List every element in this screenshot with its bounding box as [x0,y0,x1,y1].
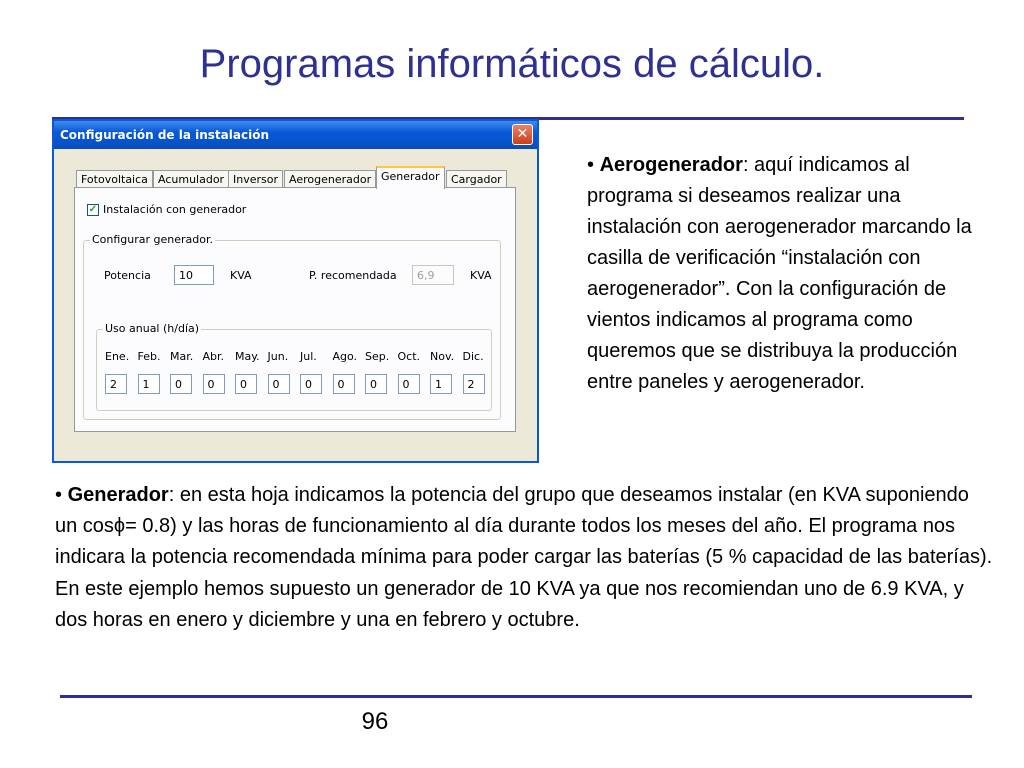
month-label: Feb. [137,350,161,363]
config-dialog [52,119,539,463]
generador-tab-panel [74,187,516,432]
month-hours-input[interactable]: 0 [268,374,290,394]
dialog-title: Configuración de la instalación [60,128,269,142]
tab-aerogenerador[interactable]: Aerogenerador [284,170,376,188]
uso-anual-group [96,322,492,411]
month-label: Mar. [170,350,194,363]
month-hours-input[interactable]: 0 [203,374,225,394]
month-hours-input[interactable]: 0 [365,374,387,394]
month-label: Ene. [105,350,130,363]
month-label: Oct. [397,350,421,363]
page-number: 96 [361,708,389,735]
month-hours-input[interactable]: 0 [333,374,355,394]
month-hours-input[interactable]: 0 [170,374,192,394]
tab-inversor[interactable]: Inversor [228,170,283,188]
month-label: Jun. [267,350,289,363]
tab-fotovoltaica[interactable]: Fotovoltaica [76,170,153,188]
potencia-unit: KVA [230,269,252,282]
dialog-titlebar[interactable] [54,121,537,149]
month-hours-input[interactable]: 1 [430,374,452,394]
month-label: Dic. [462,350,484,363]
slide-title: Programas informáticos de cálculo. [199,42,825,86]
recomendada-label: P. recomendada [309,269,397,282]
tab-generador[interactable]: Generador [376,166,445,189]
potencia-input[interactable]: 10 [174,265,214,285]
bullet-term: Aerogenerador [599,154,743,176]
tab-acumulador[interactable]: Acumulador [153,170,229,188]
recomendada-unit: KVA [470,269,492,282]
bullet-body: : en esta hoja indicamos la potencia del grupo que deseamos instalar (en KVA suponiendo un cosϕ= 0.8) y las horas de funcionamiento al día durante todos los meses del año. El programa nos indicara la potencia recomendada mínima para poder cargar las baterías (5 % capacidad de las baterías). En este ejemplo hemos supuesto un generador de 10 KVA ya que nos recomiendan uno de 6.9 KVA, y dos horas en enero y diciembre y una en febrero y octubre. [55,484,993,631]
recomendada-input: 6,9 [412,265,454,285]
checkbox-label[interactable]: Instalación con generador [103,203,247,216]
month-hours-input[interactable]: 2 [105,374,127,394]
generador-bullet [55,480,995,636]
month-label: May. [235,350,260,363]
month-hours-input[interactable]: 0 [398,374,420,394]
bullet-term: Generador [67,484,169,506]
tab-cargador[interactable]: Cargador [446,170,507,188]
month-hours-input[interactable]: 1 [138,374,160,394]
bottom-divider [60,695,972,698]
potencia-label: Potencia [104,269,151,282]
close-icon[interactable]: ✕ [512,124,533,145]
month-label: Abr. [202,350,225,363]
month-hours-input[interactable]: 0 [235,374,257,394]
tab-strip [76,166,536,188]
aerogenerador-bullet [587,150,987,398]
month-label: Nov. [430,350,455,363]
uso-group-label: Uso anual (h/día) [105,322,200,335]
config-generator-group [83,233,501,420]
month-label: Ago. [332,350,358,363]
month-label: Sep. [365,350,390,363]
month-label: Jul. [300,350,317,363]
month-hours-input[interactable]: 2 [463,374,485,394]
bullet-mark: • [587,154,600,176]
bullet-mark: • [55,484,68,506]
month-hours-input[interactable]: 0 [300,374,322,394]
generator-checkbox[interactable]: ✓ [88,204,98,215]
config-group-label: Configurar generador. [92,233,214,246]
bullet-body: : aquí indicamos al programa si deseamos realizar una instalación con aerogenerador marcando la casilla de verificación “instalación con aerogenerador”. Con la configuración de vientos indicamos al programa como queremos que se distribuya la producción entre paneles y aerogenerador. [587,154,972,393]
